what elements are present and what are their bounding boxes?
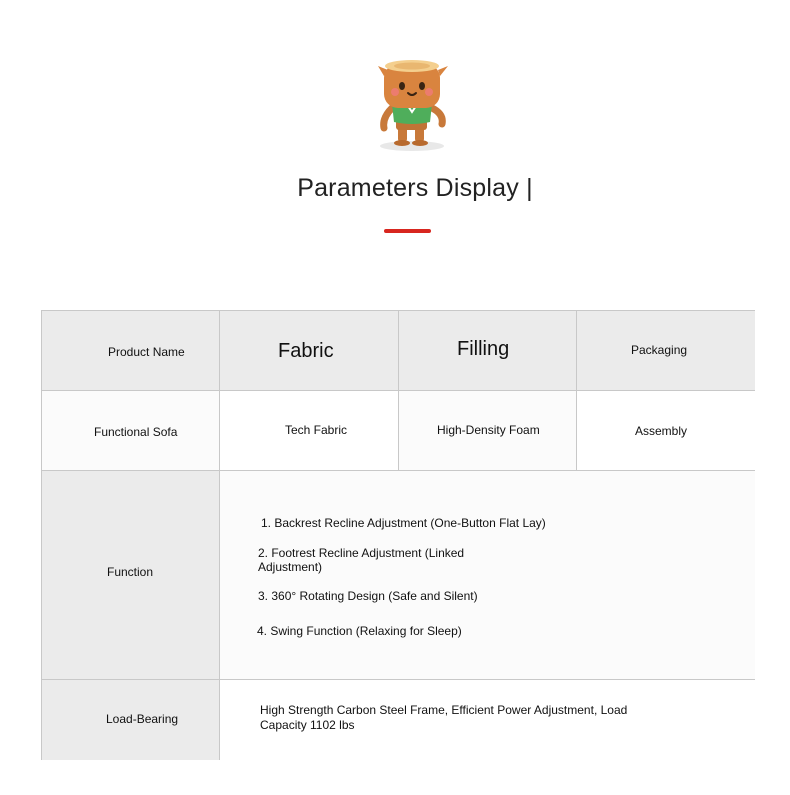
page-title: Parameters Display |	[297, 174, 533, 202]
header-fabric-cell	[220, 311, 399, 391]
header-product-name-cell	[42, 311, 220, 391]
value-packaging-cell	[577, 391, 755, 471]
load-bearing-line-1: High Strength Carbon Steel Frame, Efficient Power Adjustment, Load	[260, 703, 628, 717]
value-filling: High-Density Foam	[437, 423, 540, 437]
load-bearing-line-2: Capacity 1102 lbs	[260, 718, 355, 732]
value-filling-cell	[399, 391, 577, 471]
function-item-2: 2. Footrest Recline Adjustment (Linked	[258, 546, 465, 560]
function-item-2-cont: Adjustment)	[258, 560, 323, 574]
header-filling-cell	[399, 311, 577, 391]
function-label-cell	[42, 471, 220, 680]
header-filling: Filling	[457, 338, 510, 360]
load-bearing-label: Load-Bearing	[106, 712, 179, 726]
value-packaging: Assembly	[635, 424, 688, 438]
value-fabric-cell	[220, 391, 399, 471]
load-bearing-label-cell	[42, 680, 220, 760]
header-packaging-cell	[577, 311, 755, 391]
value-product-name-cell	[42, 391, 220, 471]
function-item-1: 1. Backrest Recline Adjustment (One-Button Flat Lay)	[261, 516, 546, 530]
header-product-name: Product Name	[108, 345, 185, 359]
title-underline	[384, 229, 431, 233]
header-packaging: Packaging	[631, 343, 688, 357]
function-list-cell	[220, 471, 755, 680]
mascot-logo	[372, 56, 452, 154]
parameters-table	[41, 310, 755, 760]
header-fabric: Fabric	[278, 340, 334, 362]
value-fabric: Tech Fabric	[285, 423, 348, 437]
function-item-4: 4. Swing Function (Relaxing for Sleep)	[257, 624, 462, 638]
value-product-name: Functional Sofa	[94, 425, 178, 439]
load-bearing-value-cell	[220, 680, 755, 760]
function-label: Function	[107, 565, 154, 579]
function-item-3: 3. 360° Rotating Design (Safe and Silent)	[258, 589, 478, 603]
